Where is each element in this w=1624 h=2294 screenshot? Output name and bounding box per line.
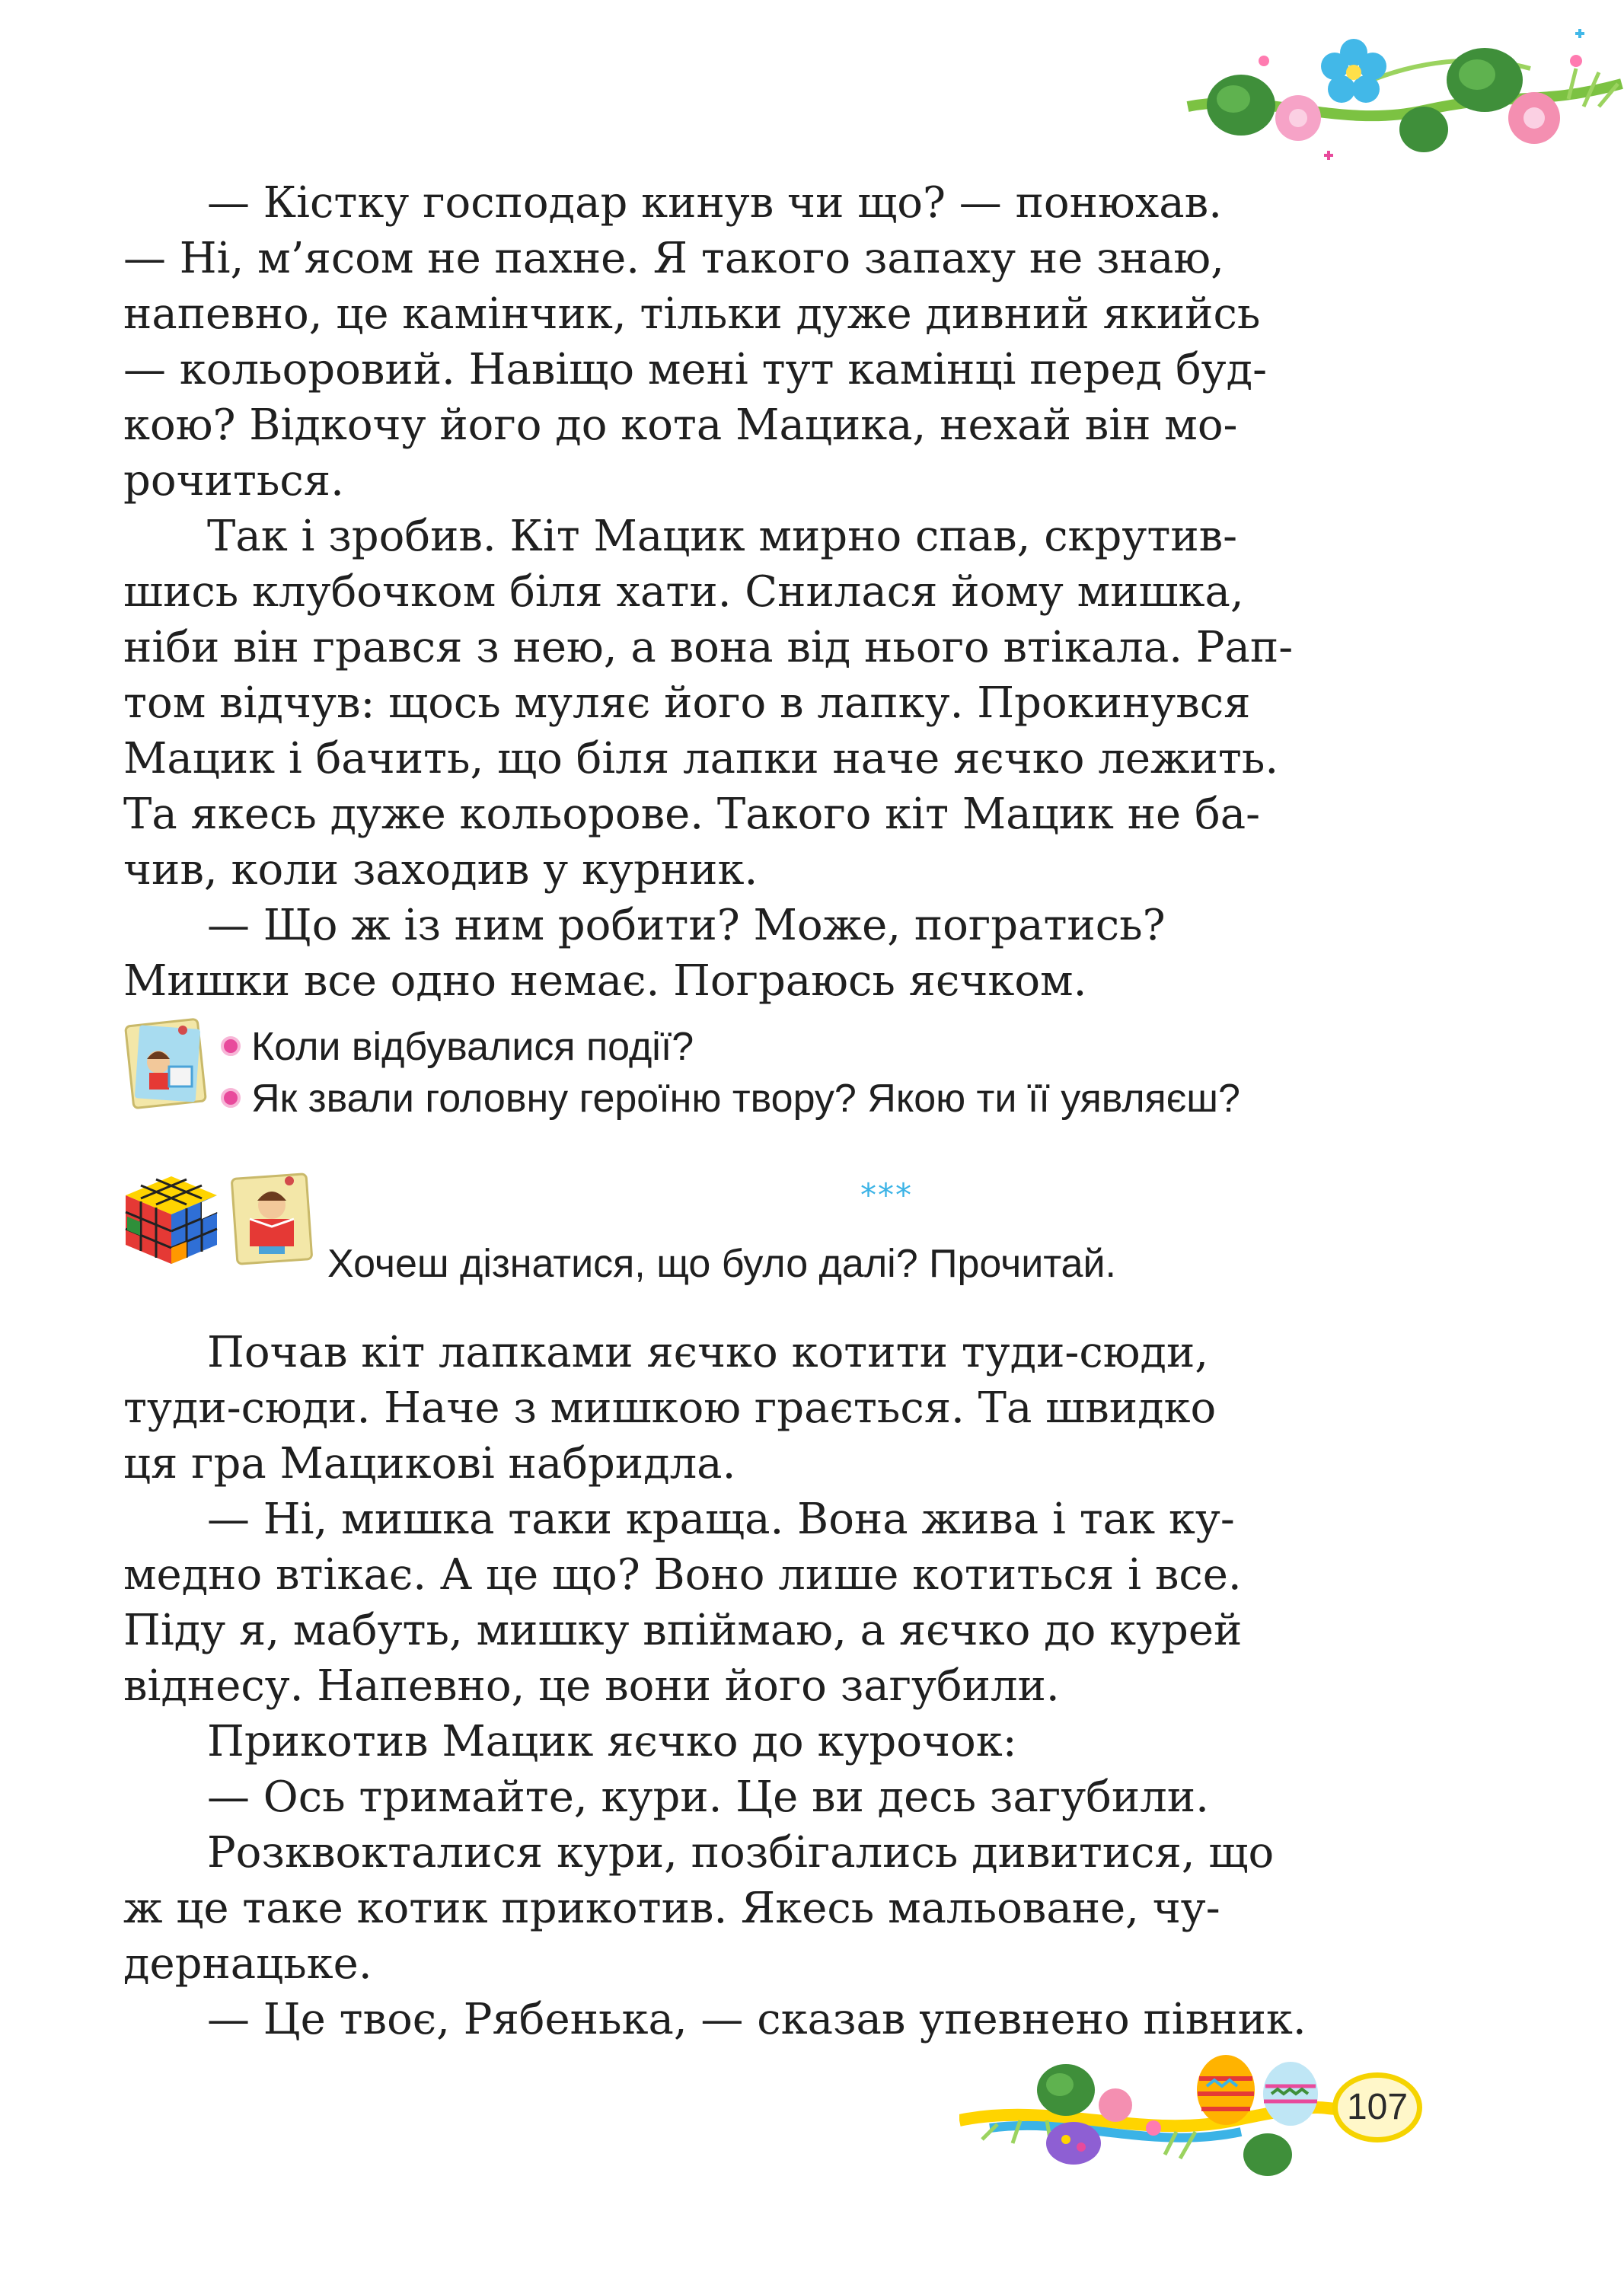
text-line: Розквокталися кури, позбігались дивитися, що	[207, 1828, 1275, 1878]
text-line: напевно, це камінчик, тільки дуже дивний якийсь	[123, 289, 1261, 339]
text-line: Так і зробив. Кіт Мацик мирно спав, скрутив-	[207, 512, 1238, 561]
page-number: 107	[1332, 2072, 1422, 2142]
story-paragraph	[123, 1325, 1418, 1492]
text-line: — Кістку господар кинув чи що? — понюхав.	[207, 178, 1223, 228]
text-line: Піду я, мабуть, мишку впіймаю, а яєчко до курей	[123, 1606, 1243, 1655]
easter-eggs-branch-icon	[959, 2048, 1340, 2181]
text-line: Та якесь дуже кольорове. Такого кіт Мацик не ба-	[123, 790, 1261, 839]
text-line: Мацик і бачить, що біля лапки наче яєчко лежить.	[123, 734, 1279, 783]
text-line: медно втікає. А це що? Воно лише котиться і все.	[123, 1550, 1242, 1600]
floral-branch-icon	[1173, 15, 1624, 175]
question-item	[221, 1024, 694, 1070]
text-line: — Ні, мишка таки краща. Вона жива і так ку-	[207, 1495, 1235, 1544]
text-line: рочиться.	[123, 456, 344, 506]
text-line: том відчув: щось муляє його в лапку. Прокинувся	[123, 678, 1251, 728]
story-paragraph	[123, 509, 1418, 898]
bullet-icon	[221, 1036, 241, 1056]
story-paragraph	[123, 1992, 1418, 2047]
text-line: кою? Відкочу його до кота Мацика, нехай він мо-	[123, 400, 1238, 450]
text-line: віднесу. Напевно, це вони його загубили.	[123, 1661, 1060, 1711]
question-text: Коли відбувалися події?	[251, 1025, 694, 1069]
text-line: дернацьке.	[123, 1939, 372, 1989]
story-paragraph	[123, 1769, 1418, 1825]
rubiks-cube-icon	[122, 1173, 221, 1268]
text-line: шись клубочком біля хати. Снилася йому мишка,	[123, 567, 1244, 617]
text-line: — кольоровий. Навіщо мені тут камінці перед буд-	[123, 345, 1268, 394]
bullet-icon	[221, 1088, 241, 1108]
story-paragraph	[123, 1492, 1418, 1714]
text-line: — Це твоє, Рябенька, — сказав упевнено півник.	[207, 1995, 1307, 2044]
story-paragraph	[123, 1714, 1418, 1769]
reading-prompt: Хочеш дізнатися, що було далі? Прочитай.	[327, 1242, 1116, 1286]
text-line: — Що ж із ним робити? Може, погратись?	[207, 901, 1166, 950]
story-paragraph	[123, 175, 1418, 509]
text-line: ця гра Мацикові набридла.	[123, 1439, 736, 1488]
reading-child-icon	[228, 1169, 316, 1268]
question-item	[221, 1076, 1240, 1121]
text-line: туди-сюди. Наче з мишкою грається. Та швидко	[123, 1383, 1217, 1433]
text-line: — Ось тримайте, кури. Це ви десь загубили.	[207, 1772, 1209, 1822]
text-line: Почав кіт лапками яєчко котити туди-сюди,	[207, 1328, 1209, 1377]
question-card-icon	[122, 1016, 209, 1112]
section-separator: ***	[860, 1176, 913, 1214]
text-line: ж це таке котик прикотив. Якесь мальоване, чу-	[123, 1884, 1220, 1933]
story-paragraph	[123, 1825, 1418, 1992]
question-text: Як звали головну героїню твору? Якою ти її уявляєш?	[251, 1077, 1240, 1121]
text-line: Прикотив Мацик яєчко до курочок:	[207, 1717, 1017, 1766]
text-line: — Ні, м’ясом не пахне. Я такого запаху не знаю,	[123, 234, 1224, 283]
story-paragraph	[123, 898, 1418, 1009]
text-line: Мишки все одно немає. Пограюсь яєчком.	[123, 956, 1087, 1006]
text-line: чив, коли заходив у курник.	[123, 845, 758, 895]
text-line: ніби він грався з нею, а вона від нього втікала. Рап-	[123, 623, 1294, 672]
